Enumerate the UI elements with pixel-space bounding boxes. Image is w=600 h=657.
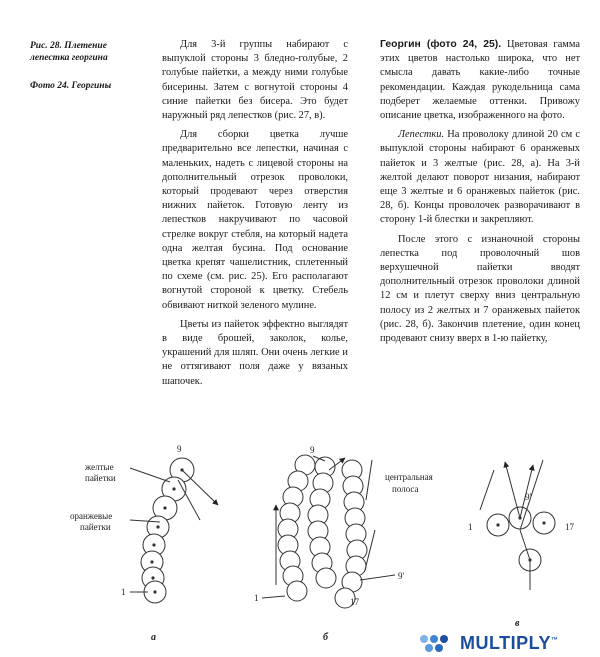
diagram-a	[130, 458, 218, 603]
label-17: 17	[565, 522, 574, 532]
label-orange: пайетки	[80, 522, 111, 532]
label-9-prime: 9'	[398, 571, 405, 581]
subheading: Лепестки.	[398, 129, 445, 141]
paragraph: Цветы из пайеток эффектно выглядят в виде брошей, заколок, колье, украшений для шляп. Они очень легкие и не оттягивают поля даже у вязаных шапочек.	[162, 318, 348, 387]
label-central: центральная	[385, 472, 433, 482]
paragraph-text: Цветовая гамма этих цветов настолько широка, что нет смысла давать какие-либо точные рекомендации. Каждая рукодельница сама подберет желаемые оттенки. Привожу описание цветка, изображенного на фото.	[380, 39, 580, 122]
label-orange: оранжевые	[70, 511, 113, 521]
paragraph: Для 3-й группы набирают с выпуклой стороны 3 бледно-голубые, 2 голубые пайетки, а между ними голубые бисерины. Затем с вогнутой стороны 4 синие пайетки без бисера. Это будет наружный ряд лепестков (рис. 27, в).	[162, 39, 348, 122]
paragraph-text: На проволоку длиной 20 см с выпуклой стороны набирают 6 оранжевых пайеток и 3 желтые (рис. 28, а). На 3-й желтой делают поворот низания, набирают еще 3 желтые и 6 оранжевых пайеток (рис. 28, б). Концы проволочек разворачивают в сторону 1-й блестки и закрепляют.	[380, 129, 580, 226]
label-central: полоса	[392, 484, 419, 494]
paragraph: Для сборки цветка лучше предварительно все лепестки, начиная с маленьких, надеть с лицевой стороны на дополнительный отрезок проволоки, который продевают через отверстия нижних пайеток. Готовую ленту из лепестков накручивают по часовой стрелке вокруг стебля, на который надета одна желтая бусина. Под основание цветка крепят чашелистник, сплетенный по схеме (см. рис. 25). Его располагают вогнутой стороной к цветку. Стебель обвивают ниткой зеленого мулине.	[162, 129, 348, 311]
label-1: 1	[254, 593, 259, 603]
panel-label-a: а	[151, 632, 156, 643]
label-17: 17	[350, 597, 359, 607]
panel-label-c: в	[515, 618, 520, 629]
label-9: 9	[177, 444, 182, 454]
label-yellow: желтые	[85, 462, 114, 472]
label-1: 1	[121, 587, 126, 597]
label-9: 9	[310, 445, 315, 455]
figure-caption: Рис. 28. Плетение лепестка георгина	[30, 41, 108, 63]
section-heading: Георгин (фото 24, 25).	[380, 39, 502, 50]
logo-text: MULTIPLY™	[460, 632, 559, 653]
photo-caption: Фото 24. Георгины	[30, 81, 112, 91]
panel-label-b: б	[323, 632, 328, 643]
multiply-logo	[418, 632, 559, 654]
paragraph: После этого с изнаночной стороны лепестка под проволочный шов верхушечной пайетки вводят дополнительный отрезок проволоки длиной 12 см и плетут сверху вниз центральную полосу из 2 желтых и 7 оранжевых пайеток (рис. 28, б). Закончив плетение, один конец продевают снизу вверх в 1-ю пайетку,	[380, 233, 580, 345]
diagram-c	[480, 460, 555, 590]
diagram-b	[262, 455, 395, 608]
label-yellow: пайетки	[85, 473, 116, 483]
label-9-prime: 9'	[525, 492, 532, 502]
multiply-logo-icon	[418, 633, 454, 653]
label-1: 1	[468, 522, 473, 532]
